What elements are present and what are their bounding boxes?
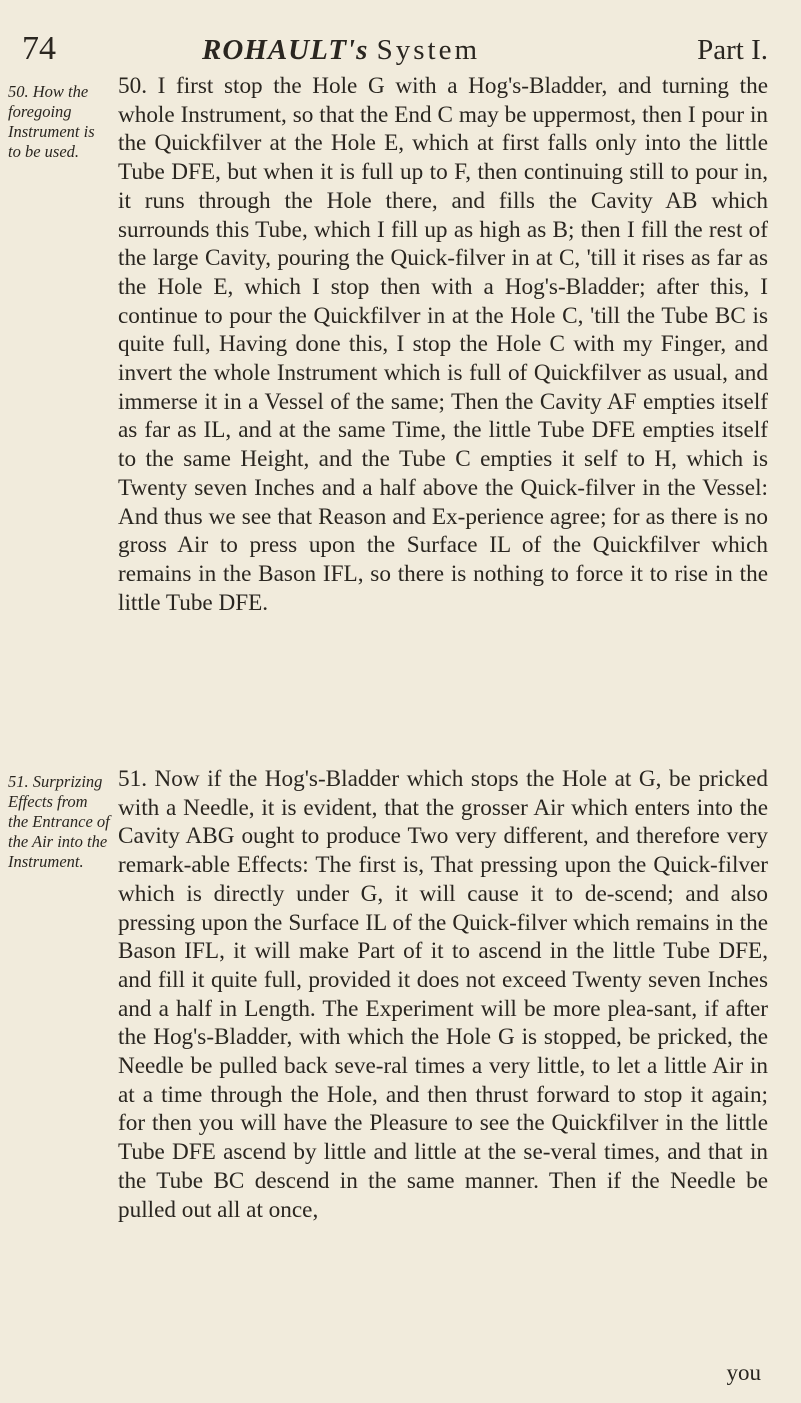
catchword: you (726, 1360, 761, 1385)
page-header (22, 22, 772, 70)
paragraph-51: 51. Now if the Hog's-Bladder which stops the Hole at G, be pricked with a Needle, it is evident, that the grosser Air which enters into the Cavity ABG ought to produce Two very different, and therefore very remark-able Effects: The first is, That pressing upon the Quick-filver which is directly under G, it will cause it to de-scend; and also pressing upon the Surface IL of the Quick-filver which remains in the Bason IFL, it will make Part of it to ascend in the little Tube DFE, and fill it quite full, provided it does not exceed Twenty seven Inches and a half in Length. The Experiment will be more plea-sant, if after the Hog's-Bladder, with which the Hole G is stopped, be pricked, the Needle be pulled back seve-ral times a very little, to let a little Air in at a time through the Hole, and then thrust forward to stop it again; for then you will have the Pleasure to see the Quickfilver in the little Tube DFE ascend by little and little at the se-veral times, and that in the Tube BC descend in the same manner. Then if the Needle be pulled out all at once, (118, 766, 768, 1223)
margin-note-51: 51. Surprizing Effects from the Entrance of the Air into the Instrument. (8, 772, 110, 871)
part-label: Part I. (697, 34, 768, 66)
page-number: 74 (22, 30, 56, 67)
paragraph-50: 50. I first stop the Hole G with a Hog's-Bladder, and turning the whole Instrument, so that the End C may be uppermost, then I pour in the Quickfilver at the Hole E, which at first falls only into the little Tube DFE, but when it is full up to F, then continuing still to pour in, it runs through the Hole there, and fills the Cavity AB which surrounds this Tube, which I fill up as high as B; then I fill the rest of the large Cavity, pouring the Quick-filver in at C, 'till it rises as far as the Hole E, which I stop then with a Hog's-Bladder; after this, I continue to pour the Quickfilver in at the Hole C, 'till the Tube BC is quite full, Having done this, I stop the Hole C with my Finger, and invert the whole Instrument which is full of Quickfilver as usual, and immerse it in a Vessel of the same; Then the Cavity AF empties itself as far as IL, and at the same Time, the little Tube DFE empties itself to the same Height, and the Tube C empties it self to H, which is Twenty seven Inches and a half above the Quick-filver in the Vessel: And thus we see that Reason and Ex-perience agree; for as there is no gross Air to press upon the Surface IL of the Quickfilver which remains in the Bason IFL, so there is nothing to force it to rise in the little Tube DFE. (118, 73, 768, 616)
margin-note-50: 50. How the foregoing Instrument is to be used. (8, 82, 95, 161)
running-title (202, 34, 480, 67)
running-title-system: System (376, 34, 481, 66)
running-title-author: ROHAULT's (202, 34, 369, 66)
